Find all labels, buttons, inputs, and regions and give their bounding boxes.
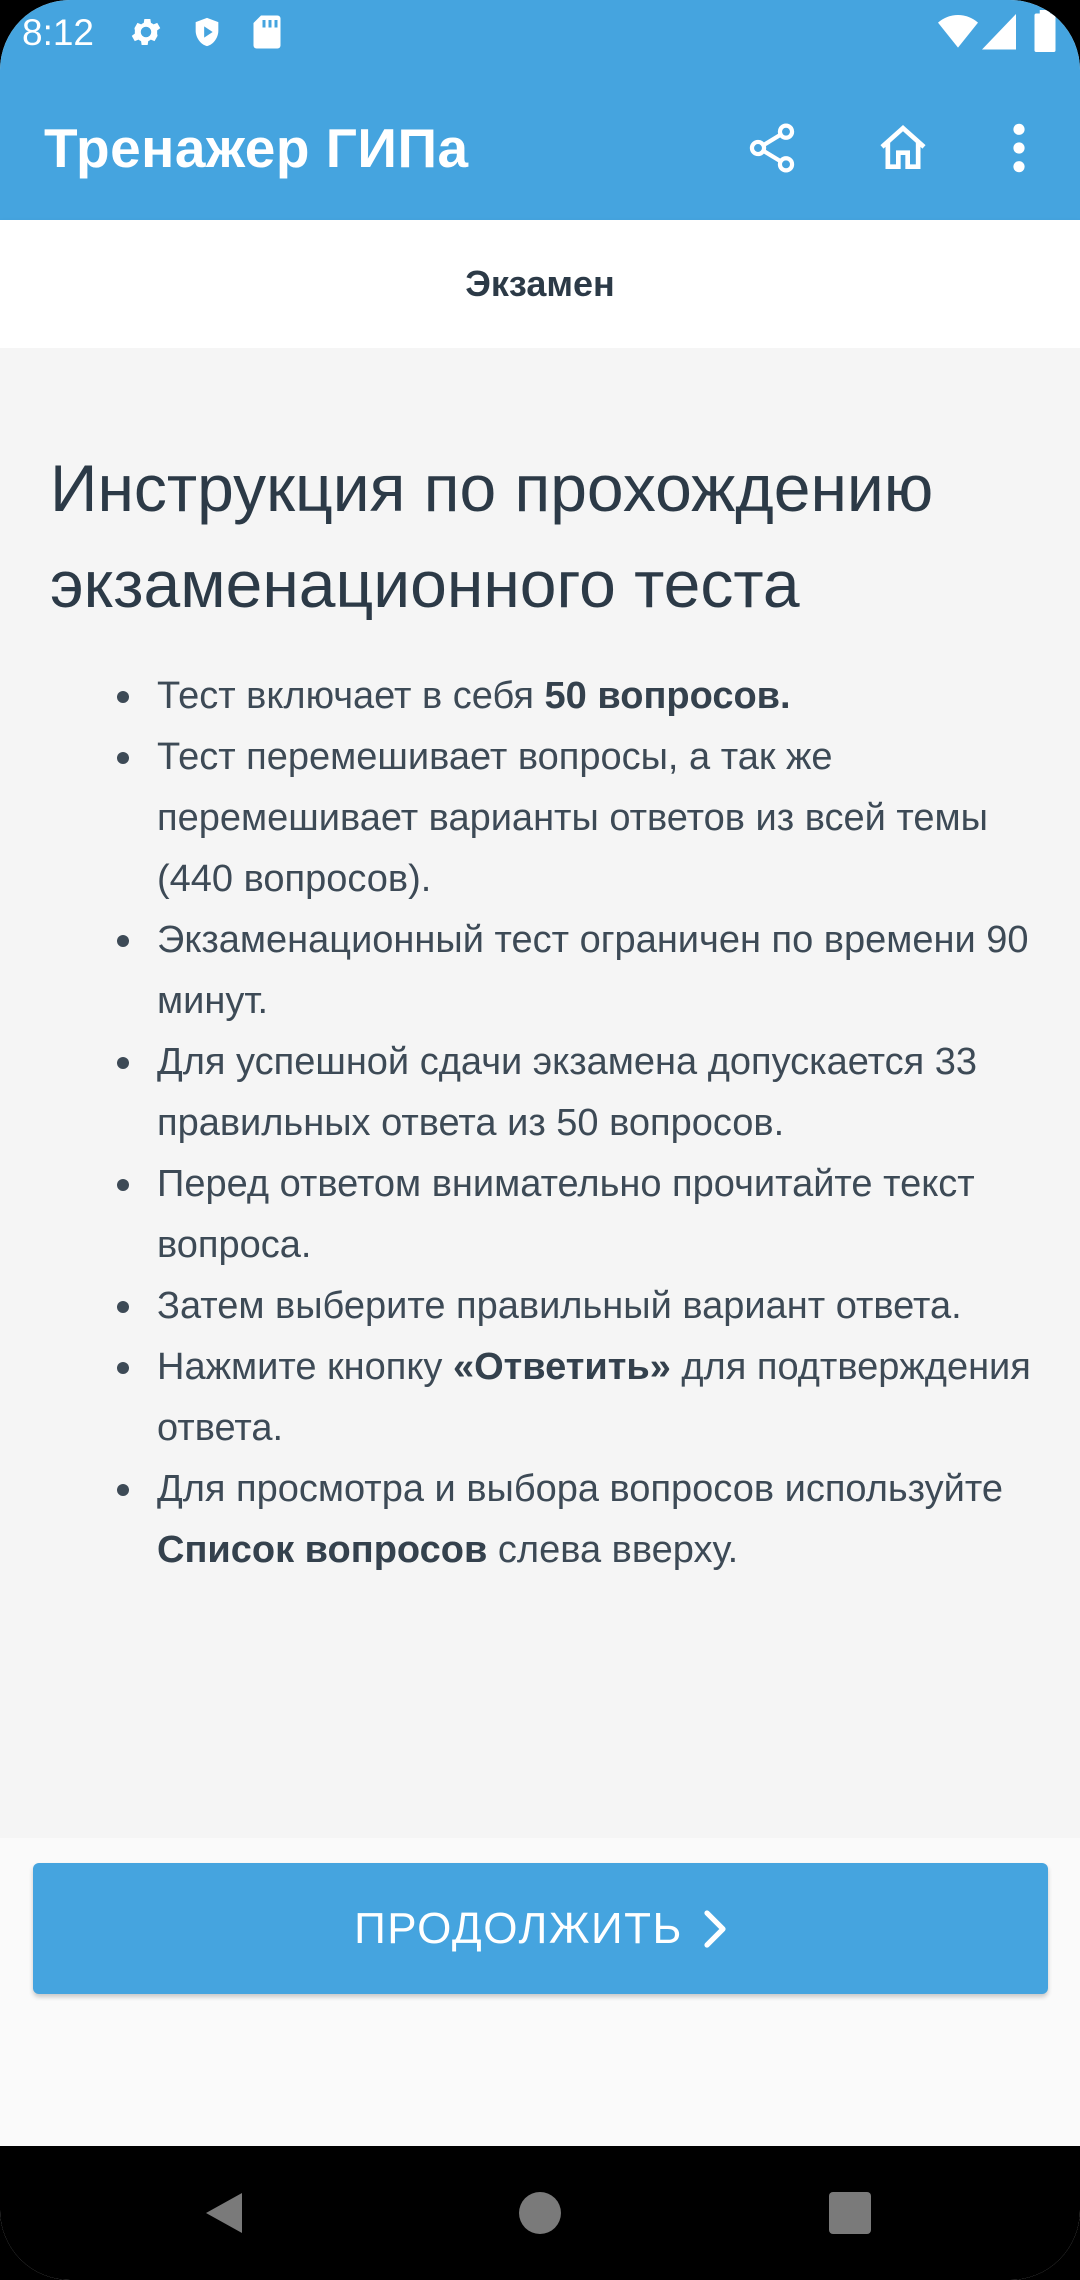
list-item (0, 666, 1080, 727)
home-icon (875, 120, 931, 176)
item-bold-text: 50 вопросов. (544, 675, 791, 717)
signal-icon (982, 12, 1016, 55)
continue-button[interactable] (33, 1863, 1048, 1994)
footer (0, 1838, 1080, 2018)
list-item (0, 1154, 1080, 1276)
share-button[interactable] (730, 106, 814, 190)
chevron-right-icon (703, 1909, 727, 1949)
tab-exam[interactable] (0, 220, 1080, 348)
list-item (0, 1276, 1080, 1337)
list-item (0, 1032, 1080, 1154)
list-item (0, 1459, 1080, 1581)
home-button[interactable] (861, 106, 945, 190)
more-options-button[interactable] (977, 106, 1061, 190)
item-text: Экзаменационный тест ограничен по времени 90 минут. (157, 919, 1029, 1022)
list-item (0, 910, 1080, 1032)
recents-button[interactable] (818, 2181, 882, 2245)
sd-card-icon (252, 14, 282, 55)
instructions-list (0, 666, 1080, 1581)
app-title: Тренажер ГИПа (44, 117, 469, 179)
settings-icon (128, 14, 164, 55)
item-text-tail: слева вверху. (487, 1529, 739, 1571)
back-button[interactable] (192, 2181, 256, 2245)
item-text: Затем выберите правильный вариант ответа. (157, 1285, 962, 1327)
status-time: 8:12 (22, 12, 95, 53)
item-bold-text: Список вопросов (157, 1529, 488, 1571)
status-bar (0, 0, 1080, 66)
shield-icon (190, 14, 224, 55)
page-title: Инструкция по прохождению экзаменационного теста (50, 451, 934, 621)
back-icon (202, 2189, 246, 2237)
wifi-icon (938, 12, 978, 55)
share-icon (744, 120, 800, 176)
item-text: Перед ответом внимательно прочитайте текст вопроса. (157, 1163, 975, 1266)
recents-icon (828, 2191, 872, 2235)
item-text-tail: для подтверждения ответа. (157, 1346, 1031, 1449)
list-item (0, 1337, 1080, 1459)
empty-area (0, 2018, 1080, 2146)
tab-label: Экзамен (465, 263, 615, 304)
list-item (0, 727, 1080, 910)
app-bar (0, 66, 1080, 220)
battery-icon (1034, 10, 1056, 57)
item-text: Для успешной сдачи экзамена допускается 33 правильных ответа из 50 вопросов. (157, 1041, 978, 1144)
continue-label: ПРОДОЛЖИТЬ (354, 1903, 683, 1953)
more-vert-icon (999, 120, 1039, 176)
item-text: Нажмите кнопку (157, 1346, 453, 1388)
item-text: Для просмотра и выбора вопросов используйте (157, 1468, 1004, 1510)
home-circle-icon (518, 2191, 562, 2235)
navigation-bar (0, 2146, 1080, 2280)
item-bold-text: «Ответить» (452, 1346, 671, 1388)
item-text: Тест включает в себя (157, 675, 545, 717)
home-nav-button[interactable] (508, 2181, 572, 2245)
item-text: Тест перемешивает вопросы, а так же перемешивает варианты ответов из всей темы (440 вопросов). (157, 736, 988, 900)
instructions-panel (0, 348, 1080, 1838)
